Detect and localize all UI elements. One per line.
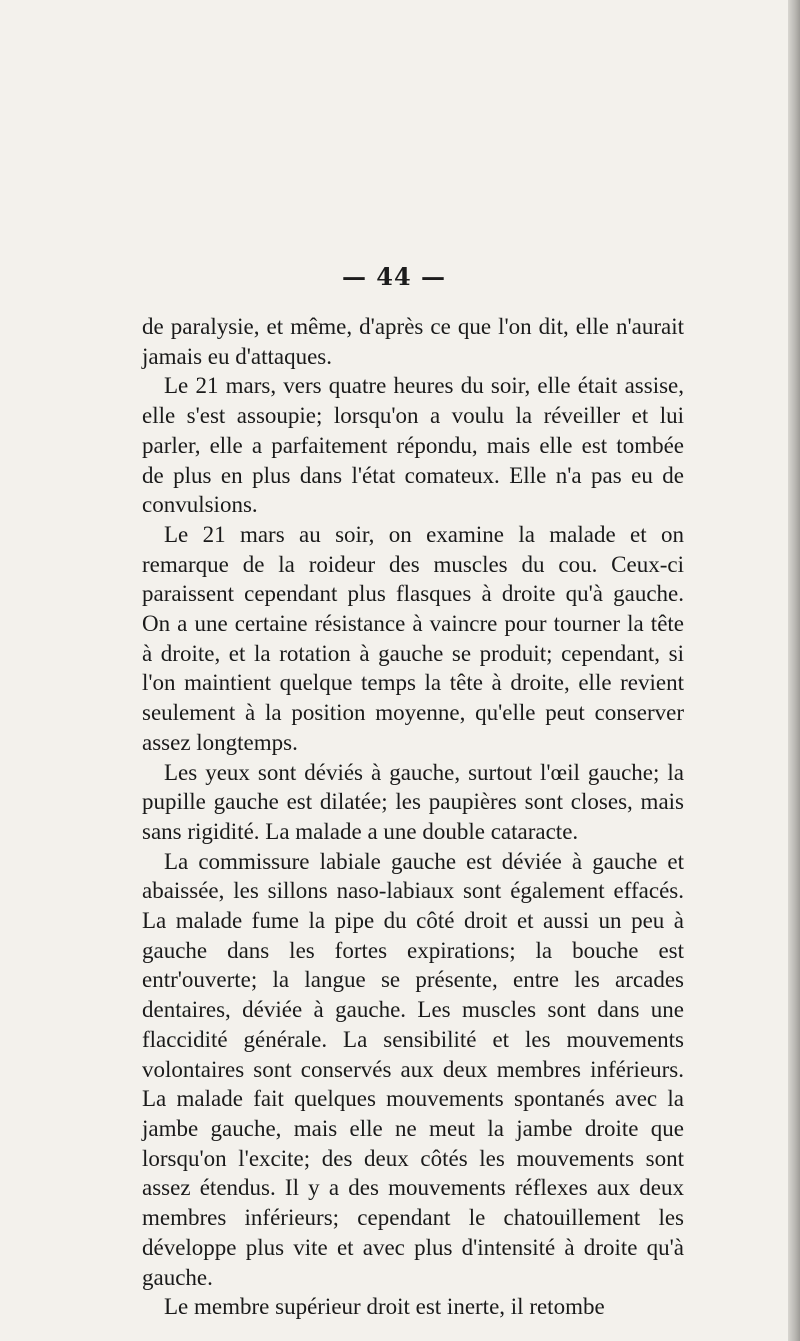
paragraph: Les yeux sont déviés à gauche, surtout l'œil gauche; la pupille gauche est dilatée; les paupières sont closes, mais sans rigidité. La malade a une double cataracte. bbox=[142, 759, 684, 844]
page-number: — 44 — bbox=[341, 262, 447, 291]
page-edge-shadow bbox=[788, 0, 800, 1341]
paragraph: de paralysie, et même, d'après ce que l'on dit, elle n'aurait jamais eu d'attaques. bbox=[142, 314, 684, 369]
paragraph: Le membre supérieur droit est inerte, il retombe bbox=[164, 1294, 605, 1320]
paragraph: Le 21 mars, vers quatre heures du soir, elle était assise, elle s'est assoupie; lorsqu'on a voulu la réveiller et lui parler, elle a parfaitement répondu, mais elle est tombée de plus en plus dans l'état comateux. Elle n'a pas eu de convulsions. bbox=[142, 373, 684, 518]
paragraph: La commissure labiale gauche est déviée à gauche et abaissée, les sillons naso-labiaux sont également effacés. La malade fume la pipe du côté droit et aussi un peu à gauche dans les fortes expirations; la bouche est entr'ouverte; la langue se présente, entre les arcades dentaires, déviée à gauche. Les muscles sont dans une flaccidité générale. La sensibilité et les mouvements volontaires sont conservés aux deux membres inférieurs. La malade fait quelques mouvements spontanés avec la jambe gauche, mais elle ne meut la jambe droite que lorsqu'on l'excite; des deux côtés les mouvements sont assez étendus. Il y a des mouvements réflexes aux deux membres inférieurs; cependant le chatouillement les développe plus vite et avec plus d'intensité à droite qu'à gauche. bbox=[142, 848, 684, 1290]
body-text bbox=[142, 312, 684, 1322]
paragraph: Le 21 mars au soir, on examine la malade et on remarque de la roideur des muscles du cou. Ceux-ci paraissent cependant plus flasques à droite qu'à gauche. On a une certaine résistance à vaincre pour tourner la tête à droite, et la rotation à gauche se produit; cependant, si l'on maintient quelque temps la tête à droite, elle revient seulement à la position moyenne, qu'elle peut conserver assez longtemps. bbox=[142, 521, 684, 755]
